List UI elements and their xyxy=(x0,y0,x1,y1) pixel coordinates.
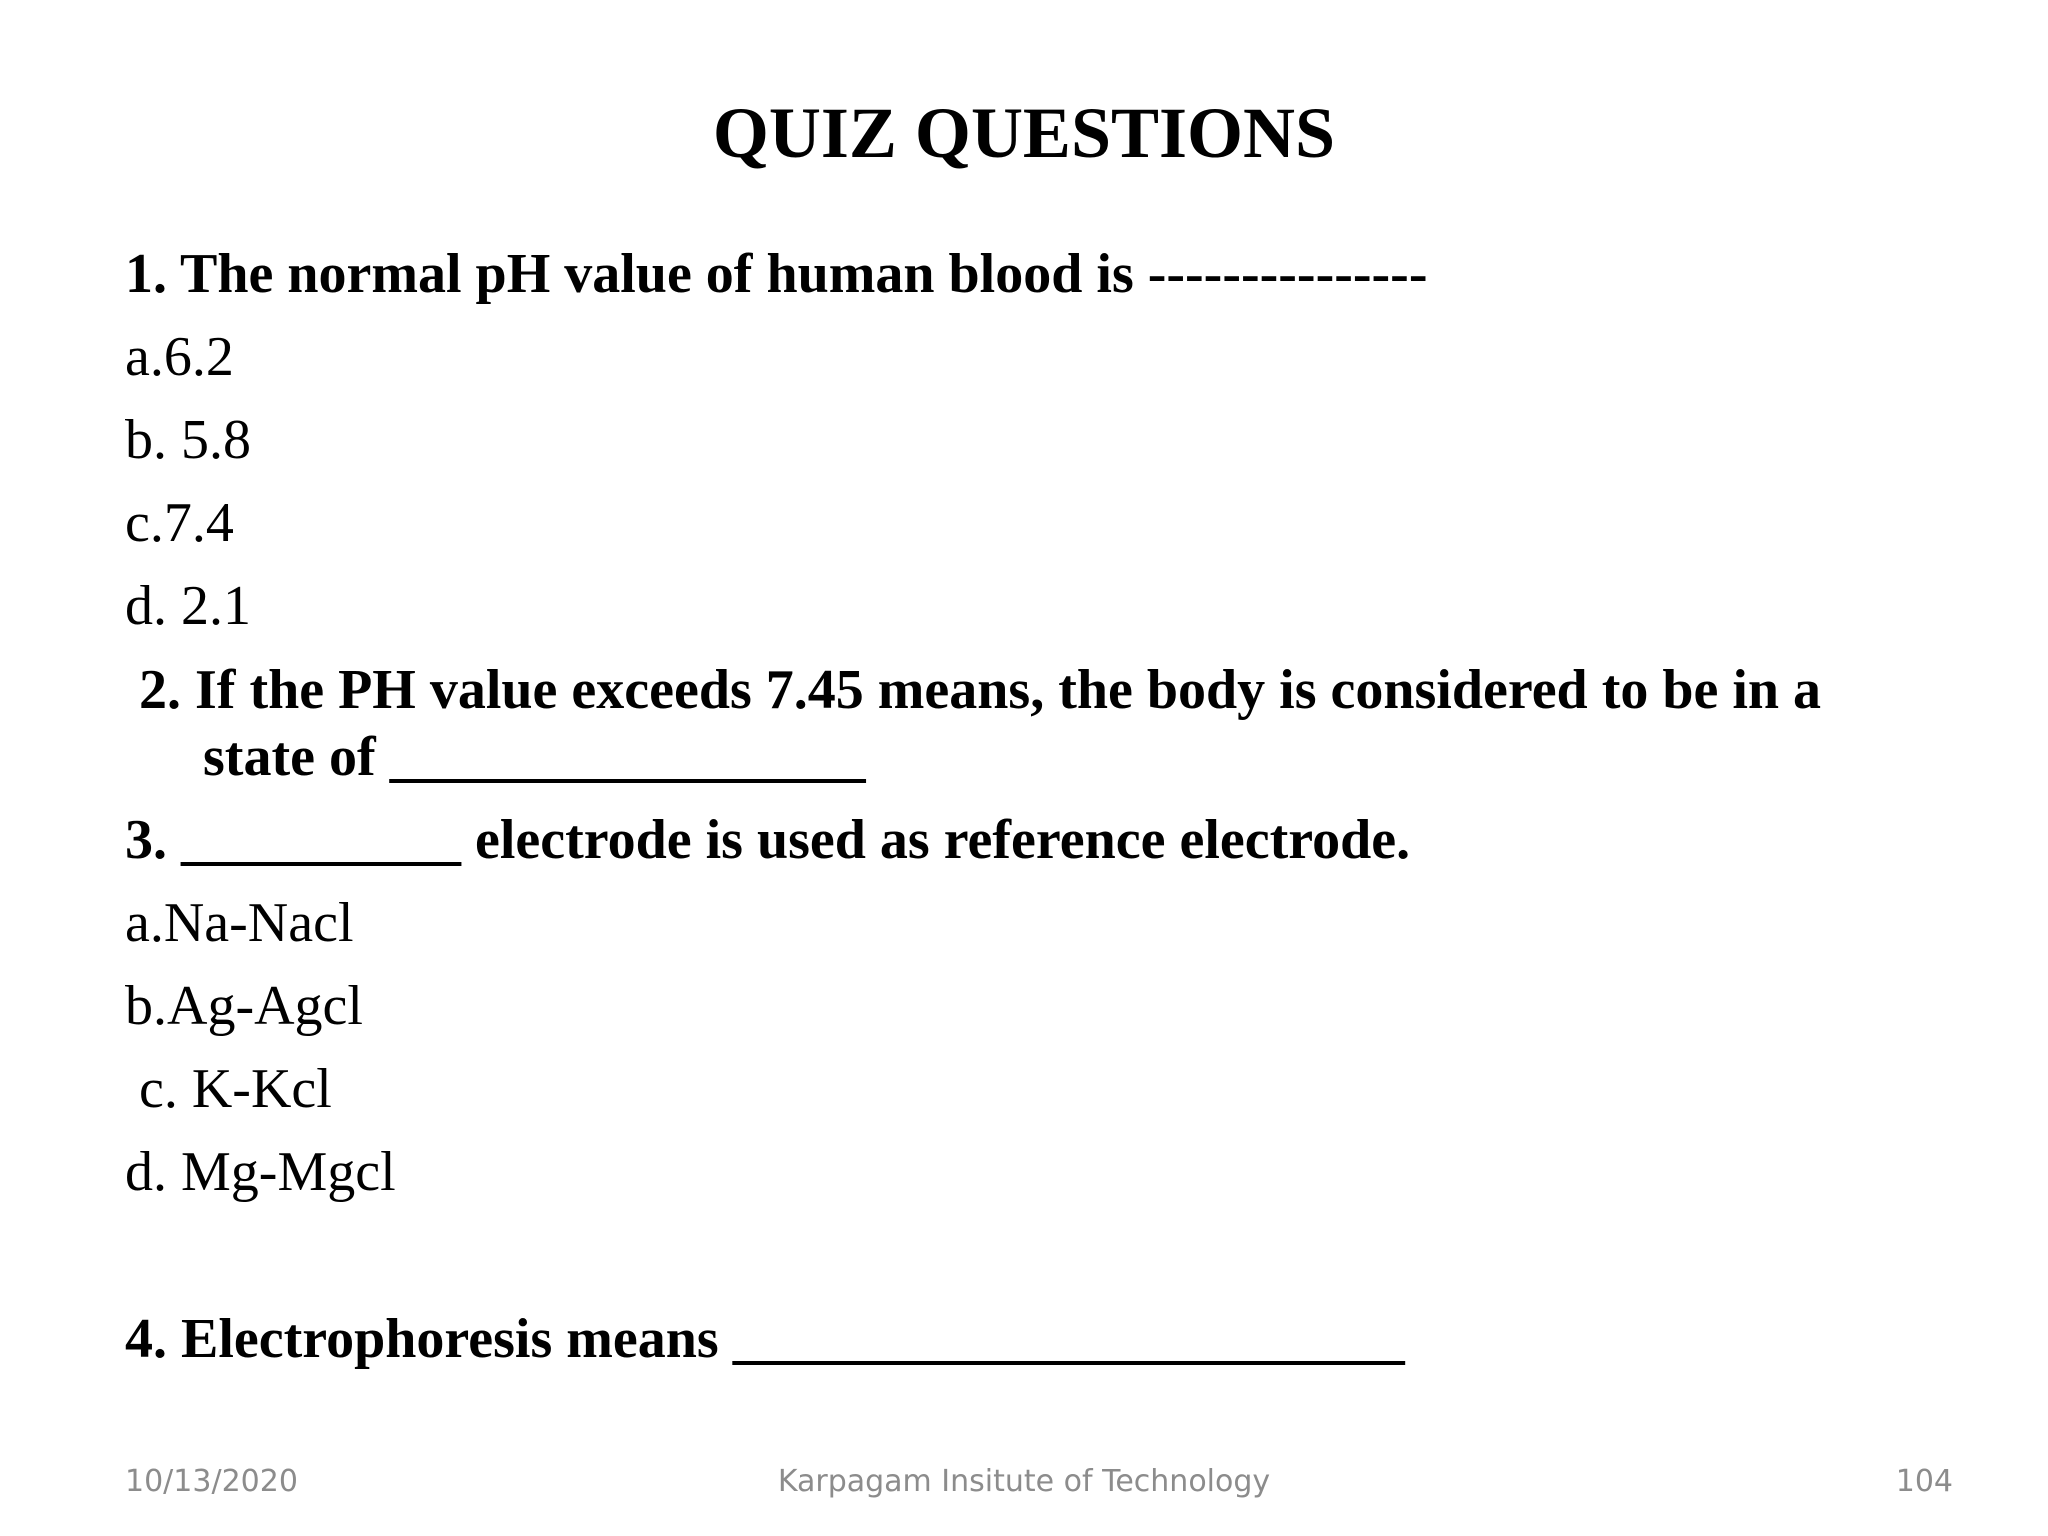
question-1-option-c: c.7.4 xyxy=(125,492,234,554)
question-1: 1. The normal pH value of human blood is --------------- xyxy=(125,243,1428,305)
question-2-line-1: 2. If the PH value exceeds 7.45 means, the body is considered to be in a xyxy=(139,659,1822,721)
footer-page-number: 104 xyxy=(1895,1464,1953,1499)
question-3: 3. __________ electrode is used as reference electrode. xyxy=(125,809,1411,871)
question-2-line-2: state of _________________ xyxy=(203,726,866,788)
question-1-option-a: a.6.2 xyxy=(125,326,234,388)
question-3-option-c: c. K-Kcl xyxy=(139,1058,332,1120)
question-1-option-d: d. 2.1 xyxy=(125,575,251,637)
footer-date: 10/13/2020 xyxy=(125,1464,298,1499)
question-4: 4. Electrophoresis means ________________________ xyxy=(125,1308,1405,1370)
question-3-option-b: b.Ag-Agcl xyxy=(125,975,363,1037)
question-1-option-b: b. 5.8 xyxy=(125,409,251,471)
question-3-option-d: d. Mg-Mgcl xyxy=(125,1141,396,1203)
question-3-option-a: a.Na-Nacl xyxy=(125,892,354,954)
slide-title: QUIZ QUESTIONS xyxy=(712,93,1336,173)
footer-institution: Karpagam Insitute of Technology xyxy=(777,1464,1271,1499)
